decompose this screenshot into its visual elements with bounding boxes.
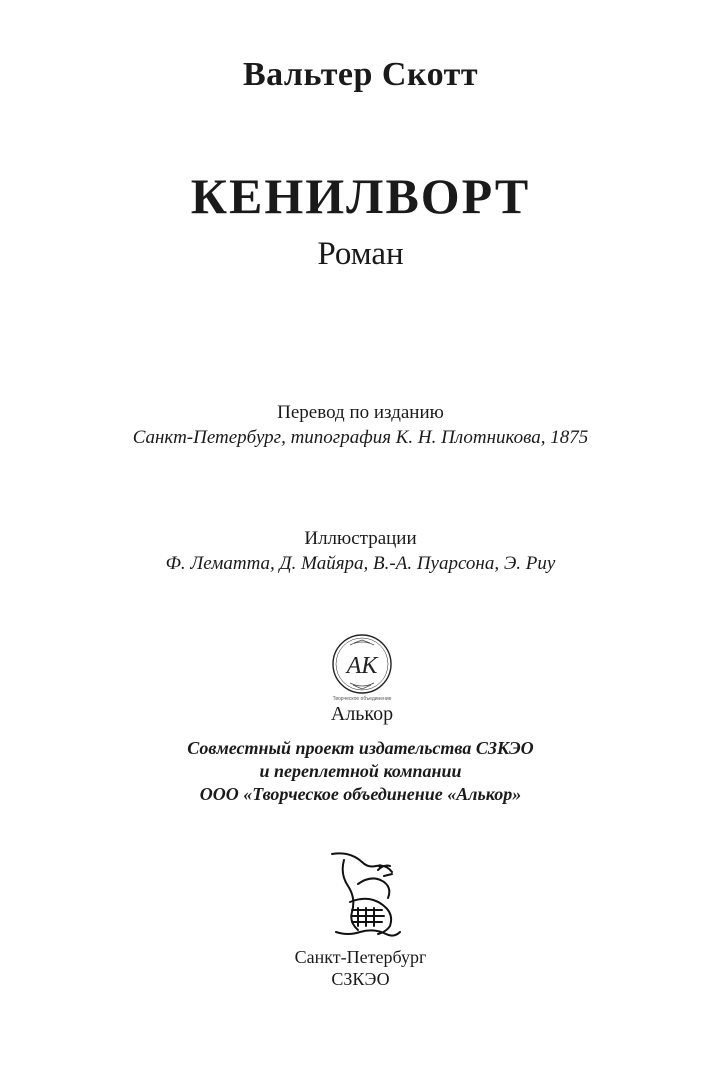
translation-source: Санкт-Петербург, типография К. Н. Плотникова, 1875 bbox=[132, 427, 589, 448]
imprint-city: Санкт-Петербург bbox=[294, 947, 427, 967]
project-line-3: ООО «Творческое объединение «Алькор» bbox=[199, 784, 522, 804]
alkor-emblem-icon bbox=[320, 633, 404, 697]
alkor-logo bbox=[320, 633, 404, 733]
dragon-colophon-icon bbox=[322, 850, 408, 938]
logo-name: Алькор bbox=[330, 703, 394, 725]
illustrations-label: Иллюстрации bbox=[304, 528, 417, 549]
logo-small-caption: Творческое объединение bbox=[332, 696, 392, 702]
book-title: КЕНИЛВОРТ bbox=[190, 168, 531, 224]
imprint-publisher: СЗКЭО bbox=[331, 969, 390, 989]
translation-label: Перевод по изданию bbox=[277, 402, 444, 423]
illustrations-artists: Ф. Лематта, Д. Майяра, В.-А. Пуарсона, Э. Риу bbox=[165, 553, 556, 574]
book-author: Вальтер Скотт bbox=[242, 56, 479, 93]
book-genre: Роман bbox=[317, 236, 404, 272]
project-line-2: и переплетной компании bbox=[259, 761, 462, 781]
emblem-letters: АК bbox=[346, 653, 378, 679]
project-line-1: Совместный проект издательства СЗКЭО bbox=[187, 738, 534, 758]
